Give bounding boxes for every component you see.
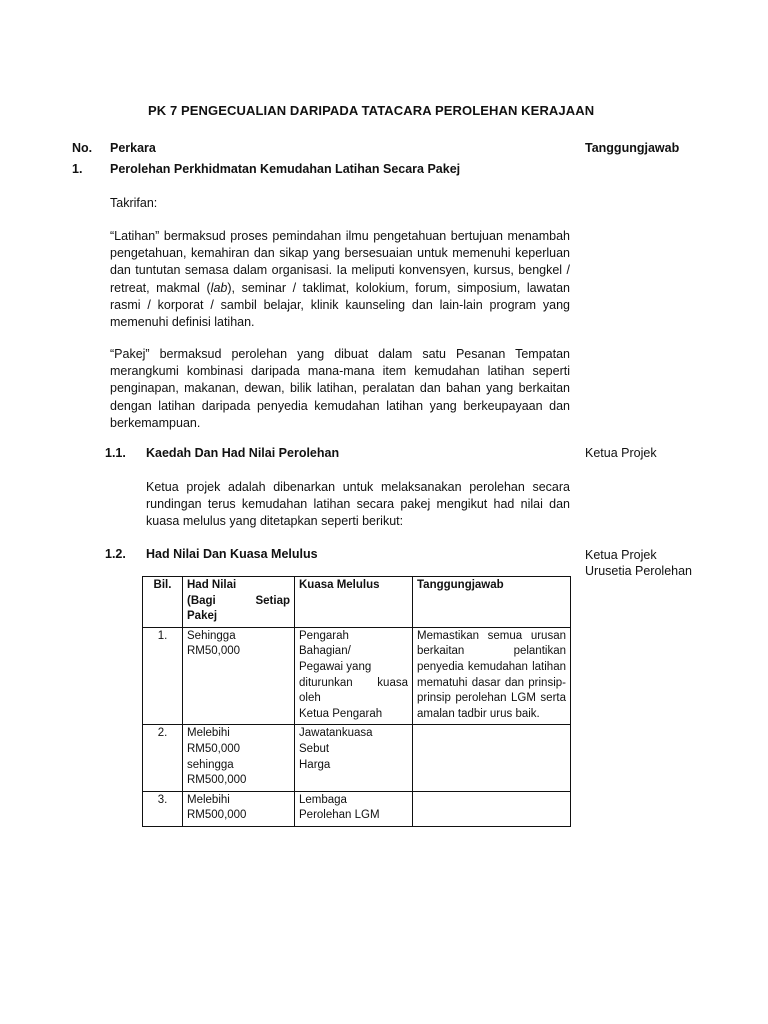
- table-row: [143, 725, 571, 791]
- responsible-urusetia: Urusetia Perolehan: [585, 564, 693, 578]
- latihan-text-after: ), seminar / taklimat, kolokium, forum, simposium, lawatan rasmi / korporat / sambil belajar, klinik kaunseling dan lain-lain program yang memenuhi definisi latihan.: [110, 280, 570, 330]
- had-line: Sehingga: [187, 629, 236, 642]
- kuasa-line: Harga: [299, 758, 331, 771]
- row-had-nilai: [183, 791, 295, 826]
- row-kuasa: [295, 627, 413, 725]
- row-bil: 3.: [143, 791, 183, 826]
- row-kuasa: [295, 791, 413, 826]
- header-had-nilai-line1: Had Nilai: [187, 579, 237, 591]
- header-no: No.: [72, 141, 93, 155]
- responsible-ketua-projek: Ketua Projek: [585, 548, 657, 562]
- sub-1-2-heading: Had Nilai Dan Kuasa Melulus: [146, 547, 318, 561]
- approval-table: [142, 576, 571, 827]
- table-row: [143, 627, 571, 725]
- row-tanggungjawab: Memastikan semua urusan berkaitan pelantikan penyedia kemudahan latihan mematuhi dasar dan prinsip- prinsip perolehan LGM serta amalan tadbir urus baik.: [413, 627, 571, 725]
- row-tanggungjawab: [413, 725, 571, 791]
- kuasa-line: oleh: [299, 692, 321, 705]
- kuasa-line: diturunkan kuasa: [299, 676, 408, 689]
- row-tanggungjawab: [413, 791, 571, 826]
- latihan-definition: [110, 228, 570, 331]
- sub-1-2-responsible: [585, 547, 692, 579]
- kuasa-line: Bahagian/: [299, 645, 351, 658]
- had-line: sehingga: [187, 758, 234, 771]
- sub-1-1-text: Ketua projek adalah dibenarkan untuk melaksanakan perolehan secara rundingan terus kemudahan latihan secara pakej mengikut had nilai dan kuasa melulus yang ditetapkan seperti berikut:: [146, 480, 570, 529]
- kuasa-line: Lembaga: [299, 793, 347, 806]
- section-1-number: 1.: [72, 162, 83, 176]
- header-had-nilai-line3: Pakej: [187, 610, 218, 623]
- kuasa-line: Jawatankuasa: [299, 727, 373, 740]
- had-line: RM500,000: [187, 774, 247, 787]
- had-line: RM500,000: [187, 809, 247, 822]
- had-line: RM50,000: [187, 645, 241, 658]
- row-kuasa: [295, 725, 413, 791]
- sub-1-1-heading: Kaedah Dan Had Nilai Perolehan: [146, 446, 340, 460]
- header-had-nilai: [183, 577, 295, 628]
- row-had-nilai: [183, 627, 295, 725]
- header-perkara: Perkara: [110, 141, 156, 155]
- row-had-nilai: [183, 725, 295, 791]
- table-header-row: [143, 577, 571, 628]
- sub-1-1-responsible: Ketua Projek: [585, 446, 657, 460]
- header-had-nilai-setiap: Setiap: [255, 594, 290, 607]
- pakej-text: “Pakej” bermaksud perolehan yang dibuat dalam satu Pesanan Tempatan merangkumi kombinasi daripada mana-mana item kemudahan latihan seperti penginapan, makanan, dewan, bilik latihan, peralatan dan bahan yang berkaitan dengan latihan daripada penyedia kemudahan latihan yang berkeupayaan dan berkemampuan.: [110, 347, 570, 430]
- header-tanggungjawab-col: Tanggungjawab: [413, 577, 571, 628]
- section-1-heading: Perolehan Perkhidmatan Kemudahan Latihan Secara Pakej: [110, 162, 461, 176]
- latihan-text-before: “Latihan” bermaksud proses pemindahan ilmu pengetahuan bertujuan menambah pengetahuan, kemahiran dan sikap yang bersesuaian untuk memenuhi keperluan dan tuntutan semasa dalam organisasi. Ia meliputi konvensyen, kursus, bengkel / retreat, makmal (: [110, 229, 570, 295]
- had-line: RM50,000: [187, 742, 241, 755]
- kuasa-line: Perolehan LGM: [299, 809, 380, 822]
- header-kuasa: Kuasa Melulus: [295, 577, 413, 628]
- header-bil: Bil.: [143, 577, 183, 628]
- table-row: [143, 791, 571, 826]
- pakej-definition: [110, 346, 570, 432]
- kuasa-line: Sebut: [299, 742, 330, 755]
- row-bil: 1.: [143, 627, 183, 725]
- row-bil: 2.: [143, 725, 183, 791]
- had-line: Melebihi: [187, 793, 230, 806]
- sub-1-1-text-block: [146, 479, 570, 531]
- kuasa-line: Pengarah: [299, 629, 349, 642]
- kuasa-line: Ketua Pengarah: [299, 707, 383, 720]
- header-had-nilai-bagi: (Bagi: [187, 594, 216, 607]
- sub-1-2-number: 1.2.: [105, 547, 126, 561]
- had-line: Melebihi: [187, 727, 230, 740]
- document-title: PK 7 PENGECUALIAN DARIPADA TATACARA PEROLEHAN KERAJAAN: [148, 103, 595, 118]
- latihan-text-italic: lab: [210, 280, 228, 295]
- kuasa-line: Pegawai yang: [299, 660, 372, 673]
- header-had-nilai-line2: [187, 594, 290, 610]
- sub-1-1-number: 1.1.: [105, 446, 126, 460]
- takrifan-label: Takrifan:: [110, 196, 158, 210]
- header-tanggungjawab: Tanggungjawab: [585, 141, 680, 155]
